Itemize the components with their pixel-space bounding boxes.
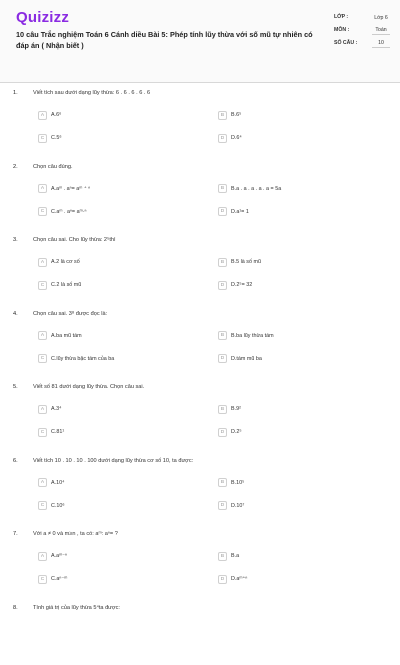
- option-letter-box: D: [218, 354, 227, 363]
- option-letter-box: B: [218, 111, 227, 120]
- option-a[interactable]: [38, 331, 82, 341]
- option-a[interactable]: [38, 478, 64, 488]
- option-c[interactable]: [38, 133, 62, 143]
- worksheet-header: [0, 0, 400, 83]
- question-number: 6.: [13, 457, 18, 464]
- option-letter-box: A: [38, 184, 47, 193]
- question-header: [13, 164, 73, 170]
- option-a[interactable]: [38, 110, 61, 120]
- option-d[interactable]: [218, 574, 247, 584]
- option-d[interactable]: [218, 207, 249, 217]
- option-text: B.a . a . a . a . a = 5a: [231, 185, 282, 192]
- question-5: [0, 384, 400, 444]
- question-header: [13, 311, 107, 317]
- option-letter-box: A: [38, 258, 47, 267]
- question-text: Tính giá trị của lũy thừa 5⁴ta được:: [33, 604, 120, 611]
- option-d[interactable]: [218, 501, 244, 511]
- question-2: [0, 164, 400, 224]
- question-text: Với a ≠ 0 và m≥n , ta có: aᵐ: aⁿ= ?: [33, 531, 118, 537]
- option-letter-box: B: [218, 184, 227, 193]
- option-letter-box: B: [218, 552, 227, 561]
- option-b[interactable]: [218, 404, 241, 414]
- option-text: D.2⁵: [231, 429, 242, 435]
- question-number: 5.: [13, 384, 18, 390]
- option-a[interactable]: [38, 257, 80, 267]
- option-text: A.10⁴: [51, 479, 65, 486]
- option-letter-box: D: [218, 207, 227, 216]
- option-letter-box: B: [218, 331, 227, 340]
- meta-subject: MÔN : Toán: [334, 27, 390, 35]
- option-text: D.a¹= 1: [231, 208, 249, 215]
- option-letter-box: C: [38, 281, 47, 290]
- option-text: B.5 là số mũ: [231, 259, 261, 265]
- option-text: D.2⁵= 32: [231, 282, 253, 288]
- quizizz-logo: Quizizz: [16, 9, 70, 26]
- option-c[interactable]: [38, 207, 86, 217]
- question-text: Viết tích 10 . 10 . 10 . 100 dưới dạng lũy thừa cơ số 10, ta được:: [33, 457, 194, 464]
- option-letter-box: C: [38, 428, 47, 437]
- question-text: Chọn câu đúng.: [33, 163, 73, 170]
- option-text: A.aᵐ . aⁿ= aᵐ ⁺ ⁿ: [51, 185, 91, 192]
- worksheet-meta: [334, 14, 390, 53]
- question-number: 8.: [13, 604, 18, 611]
- option-letter-box: D: [218, 134, 227, 143]
- option-b[interactable]: [218, 331, 274, 341]
- option-a[interactable]: [38, 551, 67, 561]
- option-letter-box: C: [38, 501, 47, 510]
- meta-count: SỐ CÂU : 10: [334, 40, 390, 48]
- question-header: [13, 384, 144, 390]
- question-text: Chọn câu sai. 3⁸ được đọc là:: [33, 310, 108, 317]
- option-text: C.2 là số mũ: [51, 282, 82, 288]
- option-text: C.81¹: [51, 429, 65, 435]
- option-text: D.6⁴: [231, 135, 242, 141]
- question-text: Viết tích sau dưới dạng lũy thừa: 6 . 6 . 6 . 6 . 6: [33, 90, 151, 96]
- option-text: B.6⁵: [231, 112, 242, 118]
- option-letter-box: A: [38, 331, 47, 340]
- option-text: B.9²: [231, 406, 241, 412]
- option-d[interactable]: [218, 280, 252, 290]
- option-a[interactable]: [38, 184, 90, 194]
- question-number: 7.: [13, 531, 18, 537]
- question-header: [13, 458, 193, 464]
- option-letter-box: A: [38, 111, 47, 120]
- option-letter-box: B: [218, 478, 227, 487]
- meta-class: LỚP : Lớp 6: [334, 14, 388, 21]
- option-c[interactable]: [38, 354, 114, 364]
- option-text: A.6⁶: [51, 112, 62, 118]
- option-letter-box: C: [38, 207, 47, 216]
- question-header: [13, 90, 150, 96]
- option-text: C.10⁶: [51, 502, 65, 509]
- option-letter-box: D: [218, 575, 227, 584]
- option-b[interactable]: [218, 257, 261, 267]
- question-text: Viết số 81 dưới dạng lũy thừa. Chọn câu sai.: [33, 384, 145, 390]
- option-c[interactable]: [38, 501, 65, 511]
- option-letter-box: D: [218, 281, 227, 290]
- question-header: [13, 605, 120, 611]
- option-letter-box: A: [38, 405, 47, 414]
- option-text: B.10⁵: [231, 479, 245, 486]
- question-number: 2.: [13, 163, 18, 170]
- option-letter-box: C: [38, 575, 47, 584]
- question-number: 4.: [13, 310, 18, 317]
- question-7: [0, 531, 400, 591]
- option-text: A.ba mũ tám: [51, 332, 82, 339]
- question-text: Chọn câu sai. Cho lũy thừa: 2⁵thì: [33, 237, 116, 243]
- option-text: D.tám mũ ba: [231, 355, 262, 362]
- option-letter-box: B: [218, 405, 227, 414]
- option-b[interactable]: [218, 110, 241, 120]
- option-letter-box: A: [38, 552, 47, 561]
- option-text: B.a: [231, 553, 240, 559]
- question-4: [0, 311, 400, 371]
- worksheet-title: 10 câu Trắc nghiệm Toán 6 Cánh diều Bài 5: Phép tính lũy thừa với số mũ tự nhiên có đáp án ( Nhận biết ): [16, 30, 313, 50]
- option-text: A.aᵐ⁻ⁿ: [51, 553, 67, 559]
- option-d[interactable]: [218, 354, 262, 364]
- option-d[interactable]: [218, 133, 242, 143]
- option-letter-box: A: [38, 478, 47, 487]
- option-text: B.ba lũy thừa tám: [231, 332, 274, 339]
- question-header: [13, 237, 116, 243]
- option-c[interactable]: [38, 574, 67, 584]
- option-b[interactable]: [218, 184, 281, 194]
- option-text: A.2 là cơ số: [51, 259, 80, 265]
- question-number: 3.: [13, 237, 18, 243]
- option-text: D.aᵐ⁺ⁿ: [231, 576, 248, 582]
- option-text: C.lũy thừa bậc tám của ba: [51, 355, 115, 362]
- question-8: [0, 605, 400, 665]
- question-3: [0, 237, 400, 297]
- option-d[interactable]: [218, 427, 242, 437]
- option-text: D.10⁷: [231, 502, 245, 509]
- option-letter-box: C: [38, 134, 47, 143]
- option-a[interactable]: [38, 404, 61, 414]
- question-header: [13, 531, 118, 537]
- option-letter-box: D: [218, 501, 227, 510]
- option-letter-box: C: [38, 354, 47, 363]
- option-text: C.aⁿ⁻ᵐ: [51, 576, 68, 582]
- option-text: C.aᵐ . aⁿ= aᵐ·ⁿ: [51, 208, 87, 215]
- option-letter-box: D: [218, 428, 227, 437]
- option-b[interactable]: [218, 551, 239, 561]
- option-c[interactable]: [38, 280, 81, 290]
- option-letter-box: B: [218, 258, 227, 267]
- option-c[interactable]: [38, 427, 64, 437]
- question-6: [0, 458, 400, 518]
- question-1: [0, 90, 400, 150]
- question-number: 1.: [13, 90, 18, 96]
- option-text: C.5⁶: [51, 135, 62, 141]
- option-b[interactable]: [218, 478, 244, 488]
- option-text: A.3⁴: [51, 406, 62, 412]
